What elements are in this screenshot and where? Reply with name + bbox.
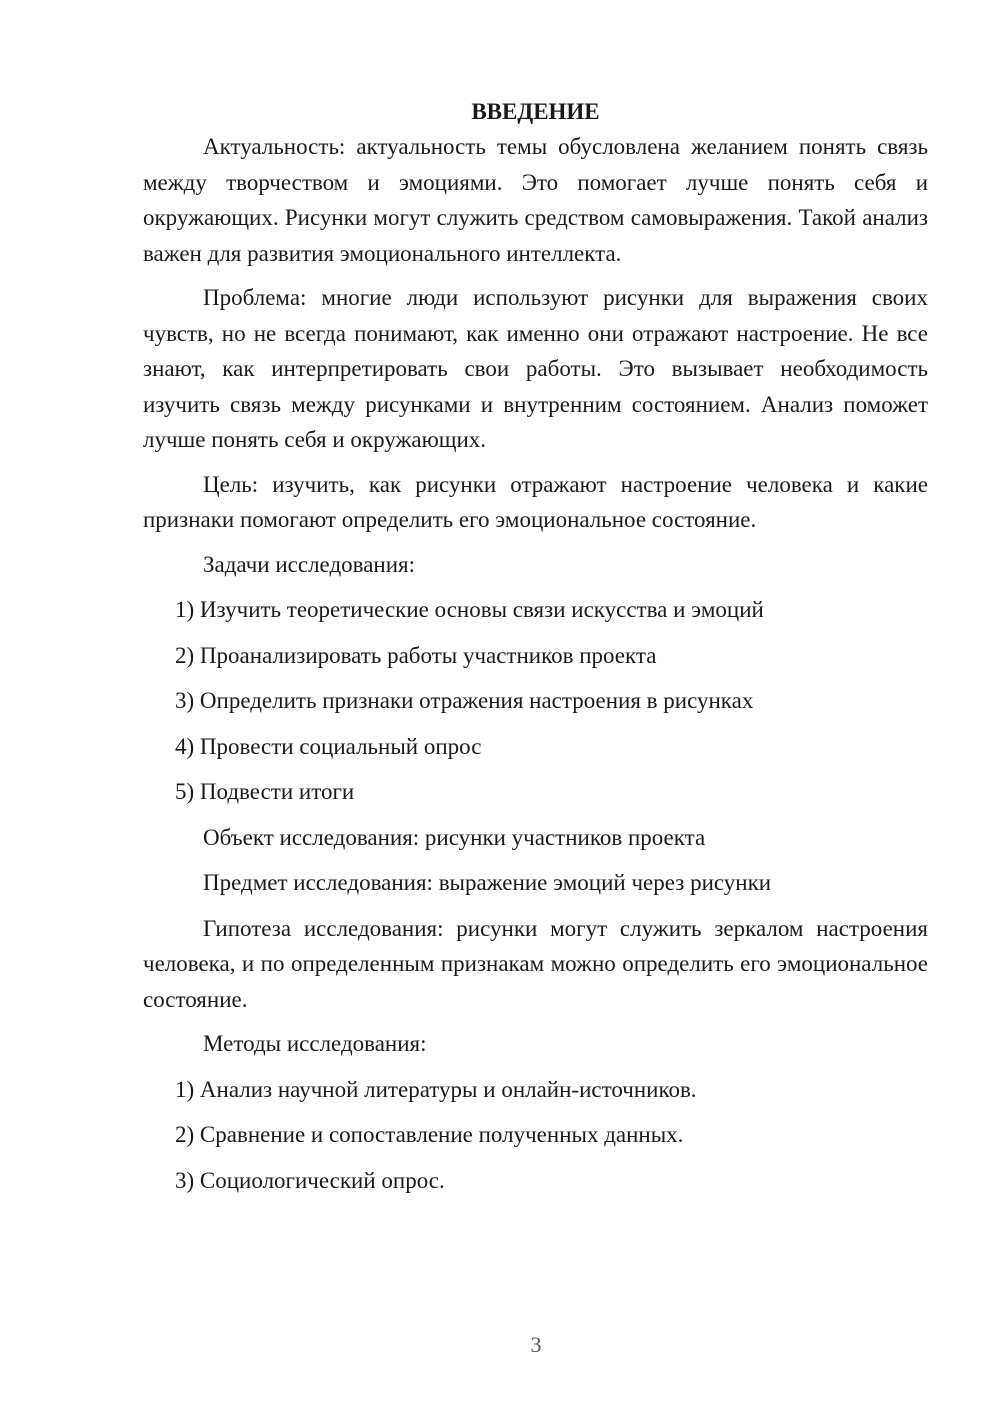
method-item: 1) Анализ научной литературы и онлайн-источников.: [175, 1076, 697, 1102]
task-item: 5) Подвести итоги: [175, 779, 355, 804]
relevance-paragraph: Актуальность: актуальность темы обусловлена желанием понять связь между творчеством и эмоциями. Это помогает лучше понять себя и окружающих. Рисунки могут служить средством самовыражения. Такой анализ важен для развития эмоционального интеллекта.: [143, 134, 928, 266]
tasks-heading: Задачи исследования:: [203, 551, 416, 577]
task-item: 1) Изучить теоретические основы связи искусства и эмоций: [175, 597, 764, 622]
problem-paragraph: Проблема: многие люди используют рисунки для выражения своих чувств, но не всегда понимают, как именно они отражают настроение. Не все знают, как интерпретировать свои работы. Это вызывает необходимость изучить связь между рисунками и внутренним состоянием. Анализ поможет лучше понять себя и окружающих.: [143, 285, 928, 452]
goal-paragraph: Цель: изучить, как рисунки отражают настроение человека и какие признаки помогают определить его эмоциональное состояние.: [143, 471, 928, 532]
method-item: 3) Социологический опрос.: [175, 1167, 445, 1193]
page-title: ВВЕДЕНИЕ: [471, 99, 600, 124]
task-item: 4) Провести социальный опрос: [175, 733, 482, 759]
methods-heading: Методы исследования:: [203, 1031, 427, 1056]
object-paragraph: Объект исследования: рисунки участников проекта: [203, 824, 706, 850]
page-number: 3: [530, 1332, 542, 1357]
method-item: 2) Сравнение и сопоставление полученных данных.: [175, 1122, 684, 1147]
task-item: 3) Определить признаки отражения настроения в рисунках: [175, 688, 754, 713]
task-item: 2) Проанализировать работы участников проекта: [175, 642, 657, 668]
page-content: [143, 94, 928, 1208]
subject-paragraph: Предмет исследования: выражение эмоций через рисунки: [203, 870, 772, 895]
hypothesis-paragraph: Гипотеза исследования: рисунки могут служить зеркалом настроения человека, и по определенным признакам можно определить его эмоциональное состояние.: [143, 915, 928, 1012]
